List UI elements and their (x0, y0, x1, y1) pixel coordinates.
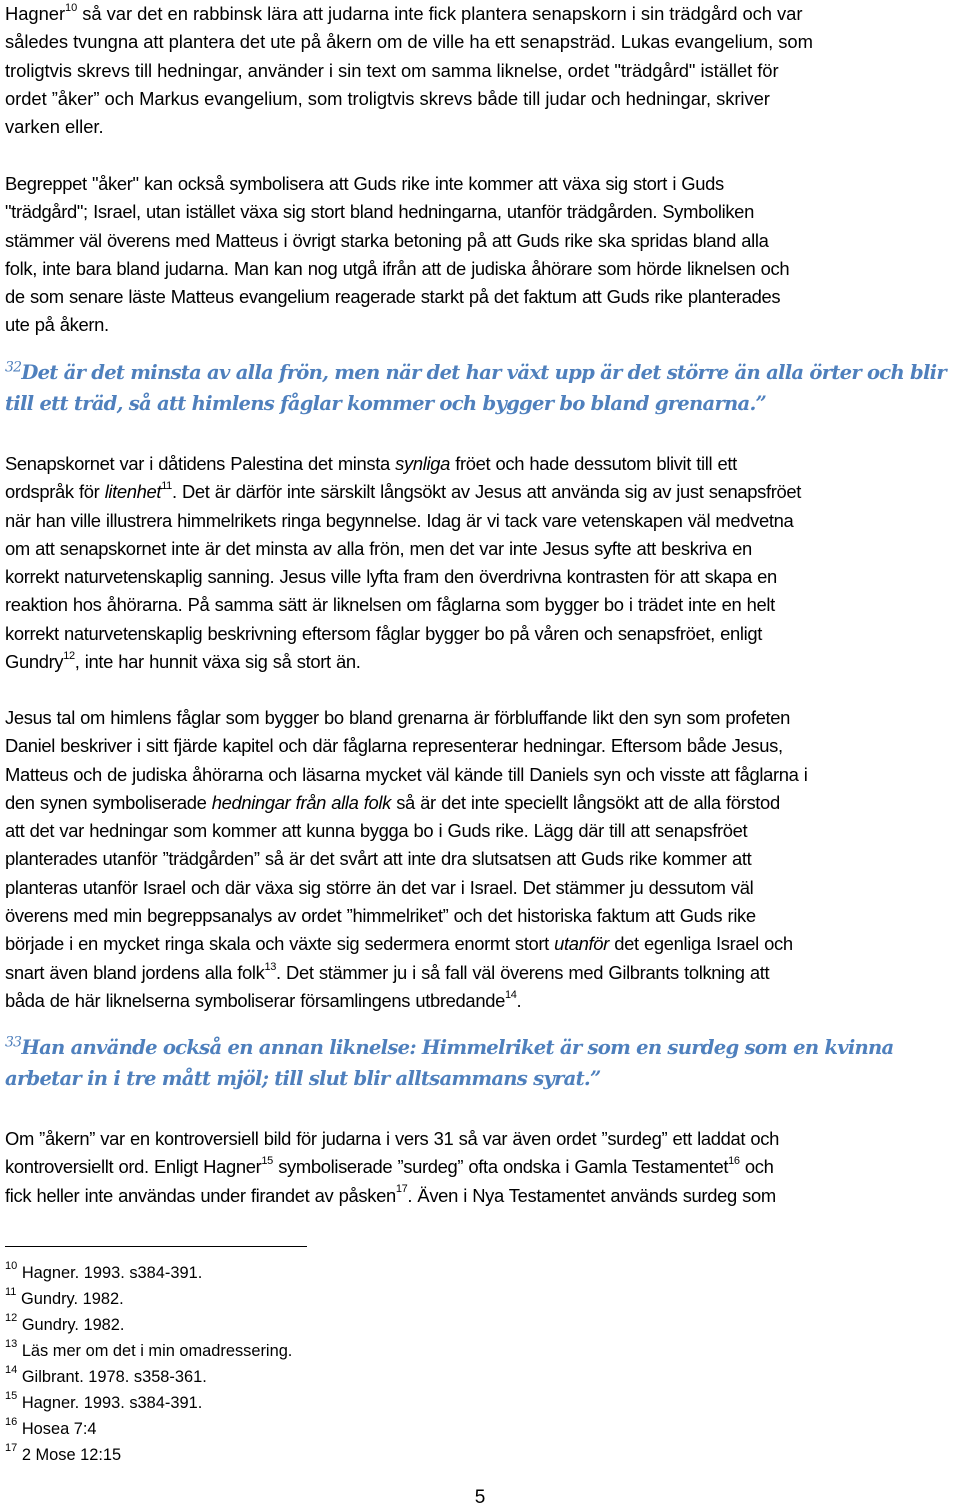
text-line: om att senapskornet inte är det minsta av alla frön, men det var inte Jesus syfte att beskriva en (5, 537, 752, 559)
text-run: det egenliga Israel och (608, 933, 793, 955)
text-run: Hagner (5, 3, 66, 24)
text-line (5, 1182, 955, 1210)
text-run: . Även i Nya Testamentet används surdeg som (407, 1184, 776, 1206)
text-run: Senapskornet var i dåtidens Palestina det minsta (5, 453, 396, 474)
bible-quote-32 (5, 357, 955, 419)
footnote-number: 10 (5, 1259, 18, 1272)
text-line (5, 478, 955, 506)
paragraph-2 (5, 170, 955, 340)
footnote-item (5, 1312, 605, 1338)
text-line: Begreppet "åker" kan också symbolisera att Guds rike inte kommer att växa sig stort i Guds (5, 173, 724, 194)
footnote-item (5, 1390, 605, 1416)
italic-text: litenhet (104, 481, 162, 503)
text-line: korrekt naturvetenskaplig beskrivning eftersom fåglar bygger bo på våren och senapsfröet, enligt (5, 622, 763, 644)
quote-line (5, 1032, 955, 1063)
text-run: Det är det minsta av alla frön, men när det har växt upp är det större än alla örter och blir (21, 361, 946, 384)
italic-text: hedningar från alla folk (211, 791, 391, 813)
footnotes (5, 1260, 605, 1468)
quote-line: till ett träd, så att himlens fåglar kommer och bygger bo bland grenarna.” (5, 392, 767, 415)
text-line: således tvungna att plantera det ute på åkern om de ville ha ett senapsträd. Lukas evangelium, som (5, 31, 813, 53)
text-run: symboliserade ”surdeg” ofta ondska i Gamla Testamentet (272, 1156, 729, 1178)
footnote-text: Hagner. 1993. s384-391. (21, 1394, 203, 1412)
footnote-ref-10[interactable]: 10 (65, 1, 78, 14)
text-run: . (516, 989, 522, 1011)
text-line (5, 789, 955, 817)
footnote-item (5, 1364, 605, 1390)
footnote-ref-14[interactable]: 14 (504, 988, 517, 1001)
text-run: ordspråk för (5, 481, 105, 503)
text-run: började i en mycket ringa skala och växte sig sedermera enormt stort (5, 933, 555, 955)
verse-number: 32 (5, 359, 22, 376)
text-line: när han ville illustrera himmelrikets ringa begynnelse. Idag är vi tack vare vetenskapen väl medvetna (5, 509, 794, 531)
text-line (5, 959, 955, 987)
paragraph-1 (5, 0, 955, 141)
footnote-number: 12 (5, 1311, 18, 1324)
text-line (5, 987, 955, 1015)
text-line: varken eller. (5, 116, 104, 138)
verse-number: 33 (5, 1034, 22, 1051)
quote-line: arbetar in i tre mått mjöl; till slut blir alltsammans syrat.” (5, 1067, 601, 1090)
footnote-item (5, 1416, 605, 1442)
text-line (5, 450, 955, 478)
text-run: så var det en rabbinsk lära att judarna inte fick plantera senapskorn i sin trädgård och var (77, 3, 803, 24)
text-run: snart även bland jordens alla folk (5, 961, 265, 983)
text-line: reaktion hos åhörarna. På samma sätt är liknelsen om fåglarna som bygger bo i trädet inte en helt (5, 594, 775, 616)
footnote-ref-12[interactable]: 12 (63, 649, 75, 662)
footnote-ref-16[interactable]: 16 (728, 1155, 740, 1168)
text-line: planteras utanför Israel och där växa sig större än det var i Israel. Det stämmer ju dessutom väl (5, 876, 754, 898)
text-line (5, 648, 955, 676)
quote-line (5, 357, 955, 388)
text-run: Gundry (5, 651, 64, 673)
text-line (5, 0, 955, 28)
footnote-text: Hosea 7:4 (21, 1420, 97, 1438)
text-run: . Det är därför inte särskilt långsökt av Jesus att använda sig av just senapsfröet (171, 481, 802, 503)
footnote-ref-17[interactable]: 17 (395, 1183, 408, 1196)
bible-quote-33 (5, 1032, 955, 1094)
footnote-item (5, 1442, 605, 1468)
text-line: de som senare läste Matteus evangelium reagerade starkt på det faktum att Guds rike planterades (5, 286, 781, 308)
footnote-text: Hagner. 1993. s384-391. (21, 1264, 203, 1282)
text-line (5, 1153, 955, 1181)
text-run: båda de här liknelserna symboliserar församlingens utbredande (5, 989, 505, 1011)
footnote-ref-11[interactable]: 11 (161, 480, 172, 493)
footnote-text: Gundry. 1982. (21, 1316, 125, 1334)
italic-text: synliga (395, 453, 450, 474)
text-line: Daniel beskriver i sitt fjärde kapitel och där fåglarna representerar hedningar. Eftersom både Jesus, (5, 735, 783, 757)
footnote-number: 16 (5, 1415, 18, 1428)
footnote-number: 15 (5, 1389, 18, 1402)
text-run: den synen symboliserade (5, 791, 212, 813)
footnote-text: Gilbrant. 1978. s358-361. (21, 1368, 207, 1386)
footnote-number: 13 (5, 1337, 18, 1350)
text-run: . Det stämmer ju i så fall väl överens med Gilbrants tolkning att (276, 961, 770, 983)
text-run: så är det inte speciellt långsökt att de alla förstod (390, 791, 780, 813)
text-run: , inte har hunnit växa sig så stort än. (74, 651, 361, 673)
footnote-item (5, 1260, 605, 1286)
text-run: kontroversiellt ord. Enligt Hagner (5, 1156, 262, 1178)
text-line: ute på åkern. (5, 314, 109, 336)
text-line: stämmer väl överens med Matteus i övrigt starka betoning på att Guds rike ska spridas bland alla (5, 229, 769, 251)
text-run: fröet och hade dessutom blivit till ett (449, 453, 737, 474)
footnote-ref-13[interactable]: 13 (264, 960, 277, 973)
paragraph-5 (5, 1125, 955, 1210)
footnote-item (5, 1286, 605, 1312)
footnote-text: Gundry. 1982. (20, 1290, 124, 1308)
text-line: att det var hedningar som kommer att kunna bygga bo i Guds rike. Lägg där till att senapsfröet (5, 820, 748, 842)
text-line: Om ”åkern” var en kontroversiell bild för judarna i vers 31 så var även ordet ”surdeg” ett laddat och (5, 1128, 780, 1149)
text-line: Matteus och de judiska åhörarna och läsarna mycket väl kände till Daniels syn och visste att fåglarna i (5, 763, 808, 785)
footnote-number: 17 (5, 1441, 18, 1454)
footnote-item (5, 1338, 605, 1364)
footnote-separator (5, 1246, 307, 1247)
text-run: och (739, 1156, 774, 1178)
text-line: troligtvis skrevs till hedningar, använder i sin text om samma liknelse, ordet "trädgård" istället för (5, 59, 779, 81)
footnote-number: 14 (5, 1363, 18, 1376)
text-line: planterades utanför ”trädgården” så är det svårt att inte dra slutsatsen att Guds rike kommer att (5, 848, 752, 870)
page-number: 5 (474, 1487, 486, 1508)
text-line (5, 930, 955, 958)
text-line: korrekt naturvetenskaplig sanning. Jesus ville lyfta fram den överdrivna kontrasten för att skapa en (5, 566, 777, 588)
italic-text: utanför (554, 933, 609, 955)
text-line: "trädgård"; Israel, utan istället växa sig stort bland hedningarna, utanför trädgården. Symboliken (5, 201, 754, 223)
text-line: Jesus tal om himlens fåglar som bygger bo bland grenarna är förbluffande likt den syn som profeten (5, 707, 791, 728)
footnote-number: 11 (5, 1285, 17, 1298)
footnote-text: 2 Mose 12:15 (21, 1446, 122, 1464)
text-line: ordet ”åker” och Markus evangelium, som troligtvis skrevs både till judar och hedningar, skriver (5, 87, 770, 109)
paragraph-3 (5, 450, 955, 676)
text-run: Han använde också en annan liknelse: Himmelriket är som en surdeg som en kvinna (21, 1036, 894, 1059)
paragraph-4 (5, 704, 955, 1015)
text-line: folk, inte bara bland judarna. Man kan nog utgå ifrån att de judiska åhörare som hörde liknelsen och (5, 257, 790, 279)
footnote-ref-15[interactable]: 15 (261, 1155, 273, 1168)
footnote-text: Läs mer om det i min omadressering. (21, 1342, 293, 1360)
text-line: överens med min begreppsanalys av ordet ”himmelriket” och det historiska faktum att Guds rike (5, 905, 756, 927)
text-run: fick heller inte användas under firandet av påsken (5, 1184, 396, 1206)
